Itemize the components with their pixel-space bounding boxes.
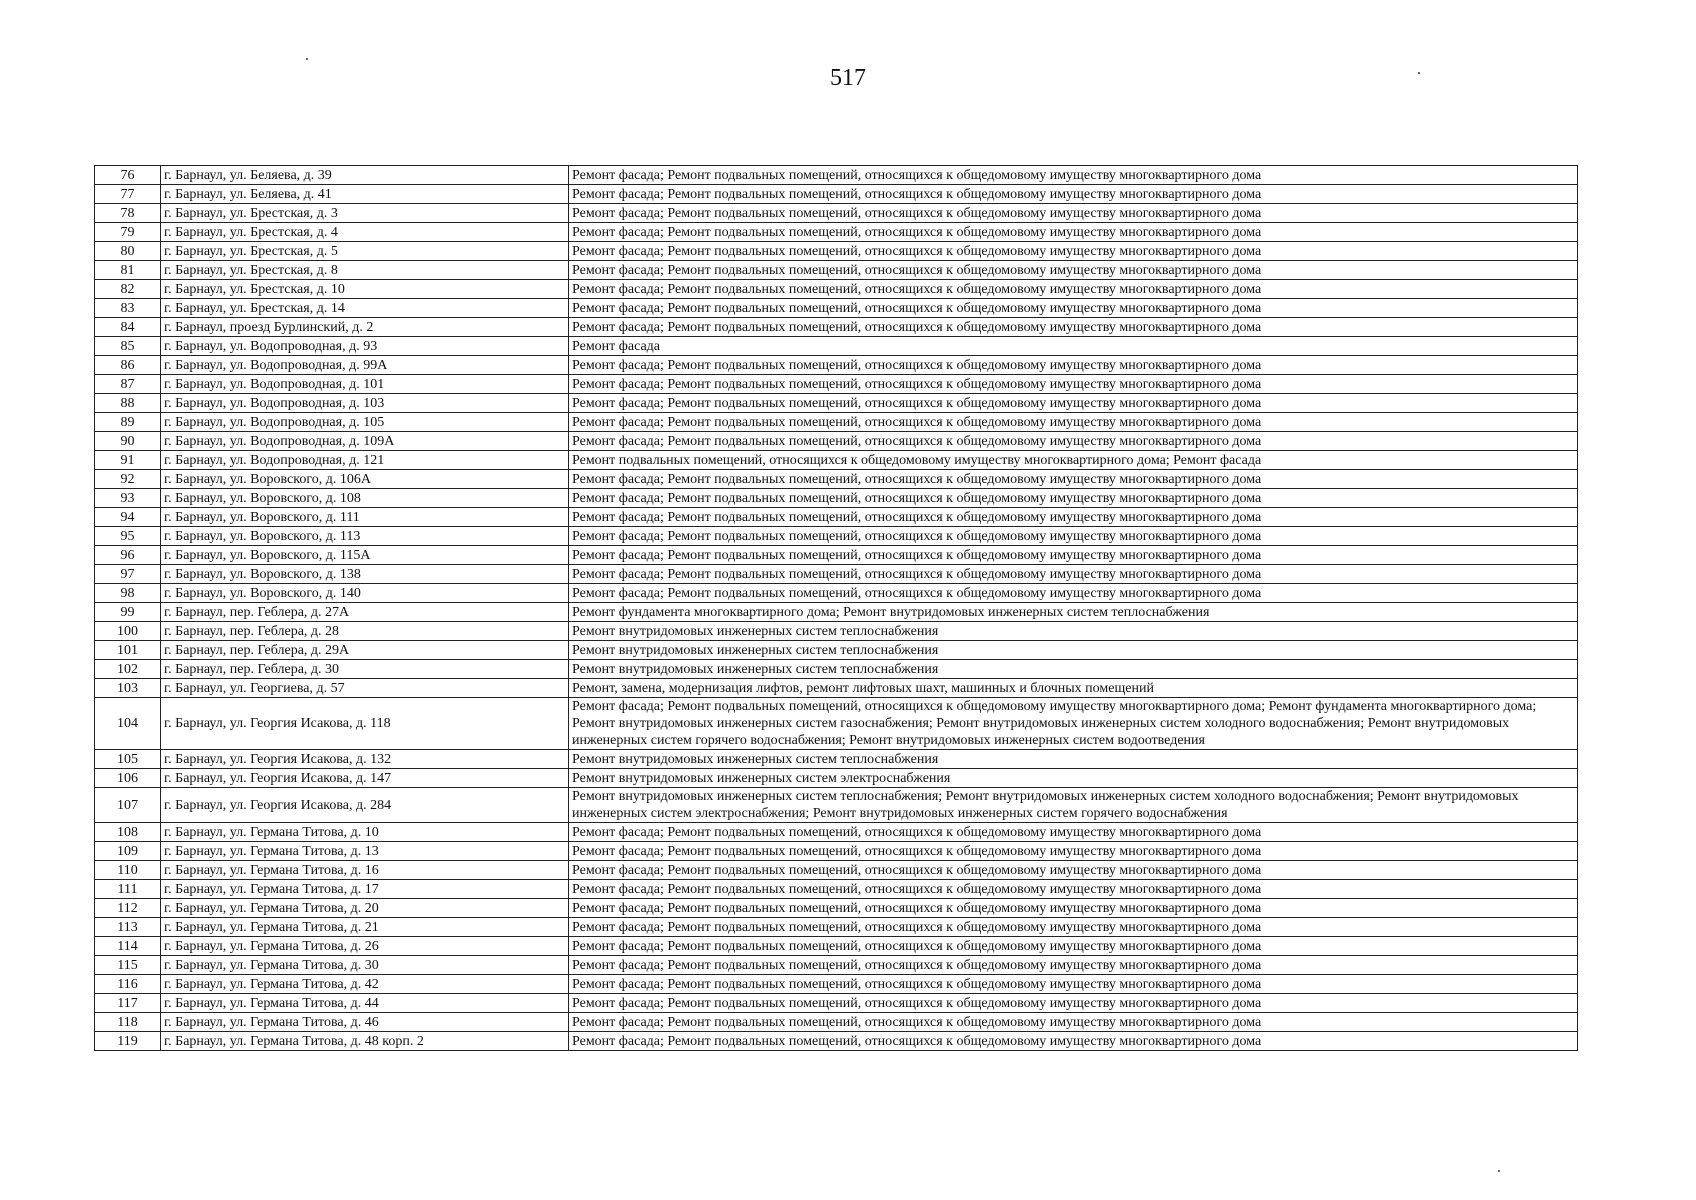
works-cell: Ремонт фасада; Ремонт подвальных помещений, относящихся к общедомовому имуществу многоквартирного дома bbox=[569, 861, 1578, 880]
row-number-cell: 90 bbox=[95, 432, 161, 451]
table-row bbox=[95, 185, 1578, 204]
address-cell: г. Барнаул, ул. Брестская, д. 8 bbox=[161, 261, 569, 280]
works-cell: Ремонт фасада; Ремонт подвальных помещений, относящихся к общедомовому имуществу многоквартирного дома bbox=[569, 546, 1578, 565]
table-row bbox=[95, 1032, 1578, 1051]
works-cell: Ремонт фасада; Ремонт подвальных помещений, относящихся к общедомовому имуществу многоквартирного дома bbox=[569, 937, 1578, 956]
row-number-cell: 80 bbox=[95, 242, 161, 261]
address-cell: г. Барнаул, ул. Водопроводная, д. 99А bbox=[161, 356, 569, 375]
address-cell: г. Барнаул, ул. Германа Титова, д. 13 bbox=[161, 842, 569, 861]
row-number-cell: 93 bbox=[95, 489, 161, 508]
table-row bbox=[95, 899, 1578, 918]
address-cell: г. Барнаул, ул. Воровского, д. 113 bbox=[161, 527, 569, 546]
row-number-cell: 87 bbox=[95, 375, 161, 394]
row-number-cell: 99 bbox=[95, 603, 161, 622]
table-row bbox=[95, 489, 1578, 508]
address-cell: г. Барнаул, ул. Водопроводная, д. 103 bbox=[161, 394, 569, 413]
table-row bbox=[95, 750, 1578, 769]
row-number-cell: 100 bbox=[95, 622, 161, 641]
works-cell: Ремонт фасада; Ремонт подвальных помещений, относящихся к общедомовому имуществу многоквартирного дома bbox=[569, 1032, 1578, 1051]
address-cell: г. Барнаул, ул. Германа Титова, д. 42 bbox=[161, 975, 569, 994]
works-cell: Ремонт фасада; Ремонт подвальных помещений, относящихся к общедомовому имуществу многоквартирного дома bbox=[569, 565, 1578, 584]
address-cell: г. Барнаул, пер. Геблера, д. 28 bbox=[161, 622, 569, 641]
works-cell: Ремонт внутридомовых инженерных систем электроснабжения bbox=[569, 769, 1578, 788]
table-row bbox=[95, 679, 1578, 698]
row-number-cell: 92 bbox=[95, 470, 161, 489]
works-cell: Ремонт фасада; Ремонт подвальных помещений, относящихся к общедомовому имуществу многоквартирного дома bbox=[569, 242, 1578, 261]
works-cell: Ремонт фасада; Ремонт подвальных помещений, относящихся к общедомовому имуществу многоквартирного дома bbox=[569, 470, 1578, 489]
works-cell: Ремонт фасада; Ремонт подвальных помещений, относящихся к общедомовому имуществу многоквартирного дома bbox=[569, 413, 1578, 432]
table-row bbox=[95, 204, 1578, 223]
table-body bbox=[95, 166, 1578, 1051]
row-number-cell: 86 bbox=[95, 356, 161, 375]
table-row bbox=[95, 413, 1578, 432]
works-cell: Ремонт фасада; Ремонт подвальных помещений, относящихся к общедомовому имуществу многоквартирного дома bbox=[569, 975, 1578, 994]
table-row bbox=[95, 394, 1578, 413]
works-cell: Ремонт фундамента многоквартирного дома; Ремонт внутридомовых инженерных систем теплоснабжения bbox=[569, 603, 1578, 622]
row-number-cell: 89 bbox=[95, 413, 161, 432]
row-number-cell: 76 bbox=[95, 166, 161, 185]
address-cell: г. Барнаул, ул. Георгия Исакова, д. 284 bbox=[161, 788, 569, 823]
table-row bbox=[95, 603, 1578, 622]
table-row bbox=[95, 508, 1578, 527]
address-cell: г. Барнаул, ул. Георгия Исакова, д. 147 bbox=[161, 769, 569, 788]
address-cell: г. Барнаул, ул. Германа Титова, д. 44 bbox=[161, 994, 569, 1013]
works-cell: Ремонт фасада; Ремонт подвальных помещений, относящихся к общедомовому имуществу многоквартирного дома bbox=[569, 185, 1578, 204]
address-cell: г. Барнаул, пер. Геблера, д. 29А bbox=[161, 641, 569, 660]
scan-speck bbox=[1498, 1170, 1500, 1172]
address-cell: г. Барнаул, ул. Водопроводная, д. 109А bbox=[161, 432, 569, 451]
works-cell: Ремонт фасада; Ремонт подвальных помещений, относящихся к общедомовому имуществу многоквартирного дома bbox=[569, 508, 1578, 527]
row-number-cell: 103 bbox=[95, 679, 161, 698]
address-cell: г. Барнаул, пер. Геблера, д. 30 bbox=[161, 660, 569, 679]
row-number-cell: 112 bbox=[95, 899, 161, 918]
works-cell: Ремонт подвальных помещений, относящихся к общедомовому имуществу многоквартирного дома; Ремонт фасада bbox=[569, 451, 1578, 470]
address-cell: г. Барнаул, ул. Воровского, д. 106А bbox=[161, 470, 569, 489]
address-cell: г. Барнаул, ул. Германа Титова, д. 17 bbox=[161, 880, 569, 899]
row-number-cell: 78 bbox=[95, 204, 161, 223]
table-row bbox=[95, 375, 1578, 394]
scan-speck bbox=[1418, 72, 1420, 74]
row-number-cell: 119 bbox=[95, 1032, 161, 1051]
scan-speck bbox=[306, 58, 308, 60]
address-cell: г. Барнаул, пер. Геблера, д. 27А bbox=[161, 603, 569, 622]
table-row bbox=[95, 166, 1578, 185]
row-number-cell: 91 bbox=[95, 451, 161, 470]
works-cell: Ремонт внутридомовых инженерных систем теплоснабжения bbox=[569, 660, 1578, 679]
address-cell: г. Барнаул, ул. Водопроводная, д. 93 bbox=[161, 337, 569, 356]
works-cell: Ремонт внутридомовых инженерных систем теплоснабжения bbox=[569, 750, 1578, 769]
table-row bbox=[95, 641, 1578, 660]
table-row bbox=[95, 223, 1578, 242]
row-number-cell: 77 bbox=[95, 185, 161, 204]
address-cell: г. Барнаул, ул. Брестская, д. 5 bbox=[161, 242, 569, 261]
row-number-cell: 113 bbox=[95, 918, 161, 937]
row-number-cell: 83 bbox=[95, 299, 161, 318]
address-cell: г. Барнаул, ул. Германа Титова, д. 20 bbox=[161, 899, 569, 918]
works-cell: Ремонт фасада; Ремонт подвальных помещений, относящихся к общедомовому имуществу многоквартирного дома bbox=[569, 994, 1578, 1013]
table-row bbox=[95, 527, 1578, 546]
table-row bbox=[95, 242, 1578, 261]
table-row bbox=[95, 261, 1578, 280]
table-row bbox=[95, 356, 1578, 375]
table-row bbox=[95, 918, 1578, 937]
address-cell: г. Барнаул, ул. Водопроводная, д. 121 bbox=[161, 451, 569, 470]
works-cell: Ремонт фасада; Ремонт подвальных помещений, относящихся к общедомовому имуществу многоквартирного дома; Ремонт фундамента многоквартирного дома; Ремонт внутридомовых инженерных систем газоснабжения; Ремонт внутридомовых инженерных систем холодного водоснабжения; Ремонт внутридомовых инженерных систем горячего водоснабжения; Ремонт внутридомовых инженерных систем водоотведения bbox=[569, 698, 1578, 750]
table-row bbox=[95, 842, 1578, 861]
address-cell: г. Барнаул, ул. Георгиева, д. 57 bbox=[161, 679, 569, 698]
table-row bbox=[95, 584, 1578, 603]
works-cell: Ремонт фасада; Ремонт подвальных помещений, относящихся к общедомовому имуществу многоквартирного дома bbox=[569, 527, 1578, 546]
address-cell: г. Барнаул, ул. Водопроводная, д. 105 bbox=[161, 413, 569, 432]
table-row bbox=[95, 698, 1578, 750]
works-cell: Ремонт фасада; Ремонт подвальных помещений, относящихся к общедомовому имуществу многоквартирного дома bbox=[569, 880, 1578, 899]
works-cell: Ремонт фасада; Ремонт подвальных помещений, относящихся к общедомовому имуществу многоквартирного дома bbox=[569, 166, 1578, 185]
row-number-cell: 107 bbox=[95, 788, 161, 823]
works-cell: Ремонт фасада; Ремонт подвальных помещений, относящихся к общедомовому имуществу многоквартирного дома bbox=[569, 956, 1578, 975]
row-number-cell: 114 bbox=[95, 937, 161, 956]
table-row bbox=[95, 451, 1578, 470]
address-cell: г. Барнаул, проезд Бурлинский, д. 2 bbox=[161, 318, 569, 337]
works-cell: Ремонт внутридомовых инженерных систем теплоснабжения bbox=[569, 622, 1578, 641]
table-row bbox=[95, 975, 1578, 994]
works-cell: Ремонт фасада; Ремонт подвальных помещений, относящихся к общедомовому имуществу многоквартирного дома bbox=[569, 842, 1578, 861]
address-cell: г. Барнаул, ул. Германа Титова, д. 48 корп. 2 bbox=[161, 1032, 569, 1051]
row-number-cell: 94 bbox=[95, 508, 161, 527]
row-number-cell: 110 bbox=[95, 861, 161, 880]
table-row bbox=[95, 956, 1578, 975]
works-cell: Ремонт фасада; Ремонт подвальных помещений, относящихся к общедомовому имуществу многоквартирного дома bbox=[569, 584, 1578, 603]
table-row bbox=[95, 937, 1578, 956]
row-number-cell: 96 bbox=[95, 546, 161, 565]
table-row bbox=[95, 788, 1578, 823]
address-cell: г. Барнаул, ул. Беляева, д. 39 bbox=[161, 166, 569, 185]
works-cell: Ремонт внутридомовых инженерных систем теплоснабжения bbox=[569, 641, 1578, 660]
address-cell: г. Барнаул, ул. Георгия Исакова, д. 118 bbox=[161, 698, 569, 750]
works-cell: Ремонт фасада; Ремонт подвальных помещений, относящихся к общедомовому имуществу многоквартирного дома bbox=[569, 918, 1578, 937]
table-row bbox=[95, 565, 1578, 584]
works-cell: Ремонт, замена, модернизация лифтов, ремонт лифтовых шахт, машинных и блочных помещений bbox=[569, 679, 1578, 698]
row-number-cell: 97 bbox=[95, 565, 161, 584]
table-row bbox=[95, 660, 1578, 679]
row-number-cell: 79 bbox=[95, 223, 161, 242]
address-cell: г. Барнаул, ул. Германа Титова, д. 16 bbox=[161, 861, 569, 880]
address-cell: г. Барнаул, ул. Воровского, д. 115А bbox=[161, 546, 569, 565]
row-number-cell: 111 bbox=[95, 880, 161, 899]
works-cell: Ремонт фасада; Ремонт подвальных помещений, относящихся к общедомовому имуществу многоквартирного дома bbox=[569, 280, 1578, 299]
table-row bbox=[95, 546, 1578, 565]
works-cell: Ремонт внутридомовых инженерных систем теплоснабжения; Ремонт внутридомовых инженерных систем холодного водоснабжения; Ремонт внутридомовых инженерных систем электроснабжения; Ремонт внутридомовых инженерных систем горячего водоснабжения bbox=[569, 788, 1578, 823]
works-cell: Ремонт фасада; Ремонт подвальных помещений, относящихся к общедомовому имуществу многоквартирного дома bbox=[569, 899, 1578, 918]
address-cell: г. Барнаул, ул. Германа Титова, д. 26 bbox=[161, 937, 569, 956]
works-cell: Ремонт фасада bbox=[569, 337, 1578, 356]
table-row bbox=[95, 280, 1578, 299]
row-number-cell: 117 bbox=[95, 994, 161, 1013]
address-cell: г. Барнаул, ул. Водопроводная, д. 101 bbox=[161, 375, 569, 394]
row-number-cell: 88 bbox=[95, 394, 161, 413]
works-cell: Ремонт фасада; Ремонт подвальных помещений, относящихся к общедомовому имуществу многоквартирного дома bbox=[569, 299, 1578, 318]
address-cell: г. Барнаул, ул. Германа Титова, д. 10 bbox=[161, 823, 569, 842]
row-number-cell: 85 bbox=[95, 337, 161, 356]
works-cell: Ремонт фасада; Ремонт подвальных помещений, относящихся к общедомовому имуществу многоквартирного дома bbox=[569, 318, 1578, 337]
works-cell: Ремонт фасада; Ремонт подвальных помещений, относящихся к общедомовому имуществу многоквартирного дома bbox=[569, 223, 1578, 242]
table-row bbox=[95, 432, 1578, 451]
address-cell: г. Барнаул, ул. Воровского, д. 111 bbox=[161, 508, 569, 527]
row-number-cell: 95 bbox=[95, 527, 161, 546]
table-row bbox=[95, 861, 1578, 880]
table-row bbox=[95, 318, 1578, 337]
row-number-cell: 108 bbox=[95, 823, 161, 842]
repair-register-table bbox=[94, 165, 1578, 1051]
row-number-cell: 104 bbox=[95, 698, 161, 750]
address-cell: г. Барнаул, ул. Брестская, д. 10 bbox=[161, 280, 569, 299]
address-cell: г. Барнаул, ул. Германа Титова, д. 21 bbox=[161, 918, 569, 937]
works-cell: Ремонт фасада; Ремонт подвальных помещений, относящихся к общедомовому имуществу многоквартирного дома bbox=[569, 261, 1578, 280]
address-cell: г. Барнаул, ул. Воровского, д. 138 bbox=[161, 565, 569, 584]
row-number-cell: 98 bbox=[95, 584, 161, 603]
row-number-cell: 101 bbox=[95, 641, 161, 660]
row-number-cell: 109 bbox=[95, 842, 161, 861]
works-cell: Ремонт фасада; Ремонт подвальных помещений, относящихся к общедомовому имуществу многоквартирного дома bbox=[569, 432, 1578, 451]
row-number-cell: 115 bbox=[95, 956, 161, 975]
table-row bbox=[95, 994, 1578, 1013]
works-cell: Ремонт фасада; Ремонт подвальных помещений, относящихся к общедомовому имуществу многоквартирного дома bbox=[569, 394, 1578, 413]
row-number-cell: 118 bbox=[95, 1013, 161, 1032]
table-row bbox=[95, 337, 1578, 356]
table-row bbox=[95, 880, 1578, 899]
address-cell: г. Барнаул, ул. Германа Титова, д. 46 bbox=[161, 1013, 569, 1032]
works-cell: Ремонт фасада; Ремонт подвальных помещений, относящихся к общедомовому имуществу многоквартирного дома bbox=[569, 356, 1578, 375]
address-cell: г. Барнаул, ул. Германа Титова, д. 30 bbox=[161, 956, 569, 975]
address-cell: г. Барнаул, ул. Брестская, д. 14 bbox=[161, 299, 569, 318]
row-number-cell: 81 bbox=[95, 261, 161, 280]
table-row bbox=[95, 1013, 1578, 1032]
address-cell: г. Барнаул, ул. Воровского, д. 108 bbox=[161, 489, 569, 508]
table-row bbox=[95, 470, 1578, 489]
address-cell: г. Барнаул, ул. Воровского, д. 140 bbox=[161, 584, 569, 603]
table-row bbox=[95, 823, 1578, 842]
table-row bbox=[95, 299, 1578, 318]
address-cell: г. Барнаул, ул. Георгия Исакова, д. 132 bbox=[161, 750, 569, 769]
address-cell: г. Барнаул, ул. Брестская, д. 3 bbox=[161, 204, 569, 223]
row-number-cell: 116 bbox=[95, 975, 161, 994]
works-cell: Ремонт фасада; Ремонт подвальных помещений, относящихся к общедомовому имуществу многоквартирного дома bbox=[569, 489, 1578, 508]
row-number-cell: 82 bbox=[95, 280, 161, 299]
row-number-cell: 106 bbox=[95, 769, 161, 788]
address-cell: г. Барнаул, ул. Беляева, д. 41 bbox=[161, 185, 569, 204]
row-number-cell: 105 bbox=[95, 750, 161, 769]
row-number-cell: 102 bbox=[95, 660, 161, 679]
address-cell: г. Барнаул, ул. Брестская, д. 4 bbox=[161, 223, 569, 242]
row-number-cell: 84 bbox=[95, 318, 161, 337]
works-cell: Ремонт фасада; Ремонт подвальных помещений, относящихся к общедомовому имуществу многоквартирного дома bbox=[569, 1013, 1578, 1032]
table-row bbox=[95, 622, 1578, 641]
page-number: 517 bbox=[830, 65, 866, 91]
works-cell: Ремонт фасада; Ремонт подвальных помещений, относящихся к общедомовому имуществу многоквартирного дома bbox=[569, 823, 1578, 842]
table-row bbox=[95, 769, 1578, 788]
works-cell: Ремонт фасада; Ремонт подвальных помещений, относящихся к общедомовому имуществу многоквартирного дома bbox=[569, 375, 1578, 394]
works-cell: Ремонт фасада; Ремонт подвальных помещений, относящихся к общедомовому имуществу многоквартирного дома bbox=[569, 204, 1578, 223]
